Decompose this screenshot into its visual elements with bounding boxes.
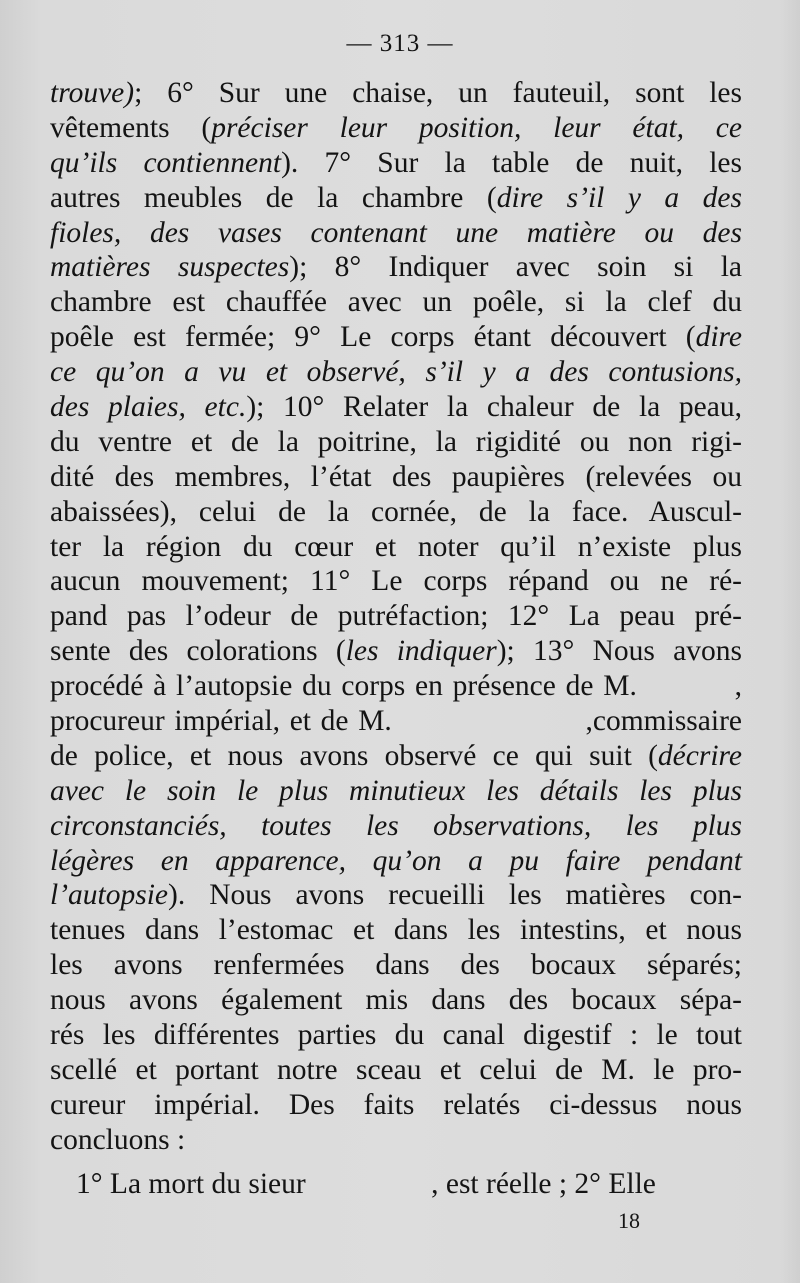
text-line (50, 76, 742, 111)
text-segment: ); 10° Relater la chaleur de la peau, (246, 391, 742, 424)
text-segment: dité des membres, l’état des paupières (relevées ou (50, 460, 742, 493)
italic-segment: dire (695, 321, 742, 354)
text-line (50, 425, 742, 460)
text-segment: rés les différentes parties du canal digestif : le tout (50, 1019, 742, 1052)
text-line (50, 181, 742, 216)
text-line (50, 704, 742, 739)
text-segment: procureur impérial, et de M. ,commissaire (50, 705, 742, 738)
text-line (50, 809, 742, 844)
text-line (50, 913, 742, 948)
text-line (50, 1053, 742, 1088)
text-segment: autres meubles de la chambre ( (50, 181, 497, 214)
text-segment: les avons renfermées dans des bocaux séparés; (50, 949, 742, 982)
text-line (50, 599, 742, 634)
body-text (50, 76, 742, 1202)
text-line (50, 250, 742, 285)
text-line (50, 460, 742, 495)
italic-segment: ce qu’on a vu et observé, s’il y a des contusions, (50, 356, 742, 389)
text-line (50, 285, 742, 320)
text-line (50, 216, 742, 251)
italic-segment: l’autopsie (50, 879, 168, 912)
italic-segment: avec le soin le plus minutieux les détails les plus (50, 774, 742, 807)
text-segment: poêle est fermée; 9° Le corps étant découvert ( (50, 321, 696, 354)
text-line (50, 1123, 742, 1167)
text-line (50, 146, 742, 181)
text-line (50, 355, 742, 390)
text-line (50, 739, 742, 774)
text-line (50, 111, 742, 146)
italic-segment: décrire (657, 739, 742, 772)
text-segment: ); 13° Nous avons (496, 635, 742, 668)
text-line (50, 948, 742, 983)
text-segment: du ventre et de la poitrine, la rigidité ou non rigi- (50, 425, 742, 458)
text-segment: ter la région du cœur et noter qu’il n’existe plus (50, 530, 742, 563)
text-line (50, 390, 742, 425)
italic-segment: des plaies, etc. (50, 391, 247, 424)
text-line (50, 878, 742, 913)
text-line (50, 564, 742, 599)
text-segment: cureur impérial. Des faits relatés ci-dessus nous (50, 1088, 742, 1121)
text-segment: ; 6° Sur une chaise, un fauteuil, sont les (134, 77, 742, 109)
text-line (50, 1088, 742, 1123)
text-line (50, 983, 742, 1018)
italic-segment: les indiquer (345, 635, 497, 668)
text-segment: tenues dans l’estomac et dans les intestins, et nous (50, 914, 742, 947)
page-number: — 313 — (346, 30, 454, 57)
italic-segment: matières suspectes (50, 251, 290, 284)
italic-segment: trouve) (50, 77, 135, 109)
italic-segment: dire s’il y a des (496, 181, 742, 214)
text-line (50, 1018, 742, 1053)
text-segment: chambre est chauffée avec un poêle, si la clef du (50, 286, 742, 319)
text-segment: 1° La mort du sieur , est réelle ; 2° Elle (76, 1167, 656, 1200)
text-line (50, 1167, 742, 1202)
text-line (50, 774, 742, 809)
text-line (50, 634, 742, 669)
text-segment: concluons : (50, 1123, 186, 1156)
italic-segment: préciser leur position, leur état, ce (211, 111, 742, 144)
italic-segment: qu’ils contiennent (50, 146, 282, 179)
text-segment: ). Nous avons recueilli les matières con- (168, 879, 742, 912)
text-segment: de police, et nous avons observé ce qui suit ( (50, 739, 658, 772)
italic-segment: fioles, des vases contenant une matière ou des (50, 216, 742, 249)
text-segment: ). 7° Sur la table de nuit, les (281, 146, 742, 179)
text-segment: ); 8° Indiquer avec soin si la (289, 251, 742, 284)
text-segment: pand pas l’odeur de putréfaction; 12° La peau pré- (50, 600, 742, 633)
text-segment: vêtements ( (50, 111, 212, 144)
text-line (50, 530, 742, 565)
signature-mark: 18 (618, 1208, 640, 1233)
italic-segment: légères en apparence, qu’on a pu faire pendant (50, 844, 742, 877)
text-line (50, 495, 742, 530)
text-line (50, 320, 742, 355)
text-line (50, 844, 742, 879)
text-line (50, 669, 742, 704)
text-segment: procédé à l’autopsie du corps en présence de M. , (50, 670, 742, 703)
text-segment: nous avons également mis dans des bocaux sépa- (50, 984, 742, 1017)
text-segment: scellé et portant notre sceau et celui de M. le pro- (50, 1053, 742, 1086)
text-segment: aucun mouvement; 11° Le corps répand ou ne ré- (50, 565, 742, 598)
text-segment: sente des colorations ( (50, 635, 346, 668)
italic-segment: circonstanciés, toutes les observations, les plus (50, 809, 742, 842)
text-segment: abaissées), celui de la cornée, de la face. Auscul- (50, 495, 742, 528)
